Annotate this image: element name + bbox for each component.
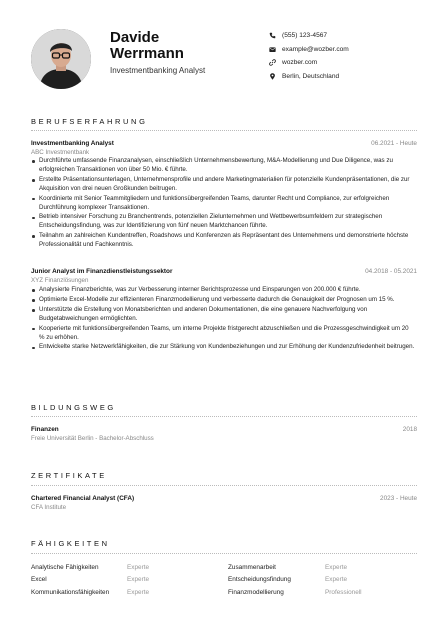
job-title: Investmentbanking Analyst [31,140,114,147]
skill-level: Experte [127,564,150,571]
contact-website[interactable] [268,56,349,70]
candidate-name [110,30,184,62]
skill-level: Professionell [325,589,362,596]
contact-location [268,70,349,84]
list-item: Optimierte Excel-Modelle zur effizienteren Finanzmodellierung und verbesserte dadurch die Genauigkeit der Prognosen um 15 %. [31,296,415,305]
location-pin-icon [268,72,277,81]
job-company: ABC Investmentbank [31,149,90,156]
certificate-issuer: CFA Institute [31,504,67,511]
phone-icon [268,31,277,40]
job-company: XYZ Finanzlösungen [31,277,89,284]
list-item: Unterstützte die Erstellung von Monatsberichten und anderen Dokumentationen, die eine genauere Nachverfolgung von Budgetabweichungen ermöglichten. [31,306,415,324]
skill-name: Kommunikationsfähigkeiten [31,589,110,596]
list-item: Teilnahm an zahlreichen Kundentreffen, Roadshows und Konferenzen als Repräsentant des Unternehmens und demonstrierte höchste Professionalität und Fachkenntnis. [31,232,415,250]
job-bullet-list [31,286,415,353]
certificates-section-title: ZERTIFIKATE [31,471,107,480]
education-title: Finanzen [31,426,59,433]
contact-phone-text: (555) 123-4567 [282,32,328,40]
education-institution: Freie Universität Berlin - Bachelor-Abschluss [31,435,154,442]
certificate-title: Chartered Financial Analyst (CFA) [31,495,135,502]
education-date: 2018 [402,426,417,433]
job-bullet-list [31,157,415,251]
section-divider [31,553,417,554]
certificate-date: 2023 - Heute [380,495,417,502]
section-divider [31,416,417,417]
skill-name: Zusammenarbeit [228,564,276,571]
list-item: Analysierte Finanzberichte, was zur Verbesserung interner Berichtsprozesse und Einsparungen von 200.000 € führte. [31,286,415,295]
experience-section-title: BERUFSERFAHRUNG [31,117,148,126]
contact-website-text: wozber.com [282,59,318,67]
contact-location-text: Berlin, Deutschland [282,72,340,80]
skill-name: Finanzmodellierung [228,589,284,596]
skills-section-title: FÄHIGKEITEN [31,539,110,548]
job-date: 06.2021 - Heute [371,140,417,147]
name-first-line: Davide [110,29,160,46]
name-second-line: Werrmann [110,45,184,62]
candidate-role: Investmentbanking Analyst [110,66,206,75]
skill-name: Analytische Fähigkeiten [31,564,99,571]
profile-photo [31,29,91,89]
job-date: 04.2018 - 05.2021 [365,268,417,275]
job-title: Junior Analyst im Finanzdienstleistungssektor [31,268,173,275]
section-divider [31,130,417,131]
skill-level: Experte [127,576,150,583]
avatar-illustration [31,29,91,89]
list-item: Durchführte umfassende Finanzanalysen, einschließlich Unternehmensbewertung, M&A-Modellierung und Due Diligence, was zu erfolgreichen Transaktionen von über 50 Mio. € führte. [31,157,415,175]
contact-email[interactable] [268,43,349,57]
list-item: Entwickelte starke Netzwerkfähigkeiten, die zur Stärkung von Kundenbeziehungen und zur Erhöhung der Kundenzufriedenheit beitrugen. [31,343,415,352]
list-item: Erstellte Präsentationsunterlagen, Unternehmensprofile und andere Marketingmaterialien für potenzielle Kundenpräsentationen, die zur Akquisition von drei neuen Großkunden beitrugen. [31,176,415,194]
section-divider [31,485,417,486]
contact-list [268,29,349,83]
skill-level: Experte [325,564,348,571]
list-item: Kooperierte mit funktionsübergreifenden Teams, um interne Projekte fristgerecht abzuschließen und die Prozessgeschwindigkeit um 20 % zu erhöhen. [31,325,415,343]
mail-icon [268,45,277,54]
list-item: Koordinierte mit Senior Teammitgliedern und funktionsübergreifenden Teams, darunter Recht und Compliance, zur erfolgreichen Durchführung komplexer Transaktionen. [31,195,415,213]
link-icon [268,58,277,67]
skill-level: Experte [127,589,150,596]
contact-email-text: example@wozber.com [282,45,349,53]
contact-phone [268,29,349,43]
list-item: Betrieb intensiver Forschung zu Branchentrends, potenziellen Zielunternehmen und Wettbewerbsumfeldern zur strategischen Entscheidungsfindung, was zur Identifizierung von fünf neuen Marktchancen führte. [31,213,415,231]
skill-level: Experte [325,576,348,583]
skill-name: Entscheidungsfindung [228,576,291,583]
skill-name: Excel [31,576,47,583]
education-section-title: BILDUNGSWEG [31,403,116,412]
